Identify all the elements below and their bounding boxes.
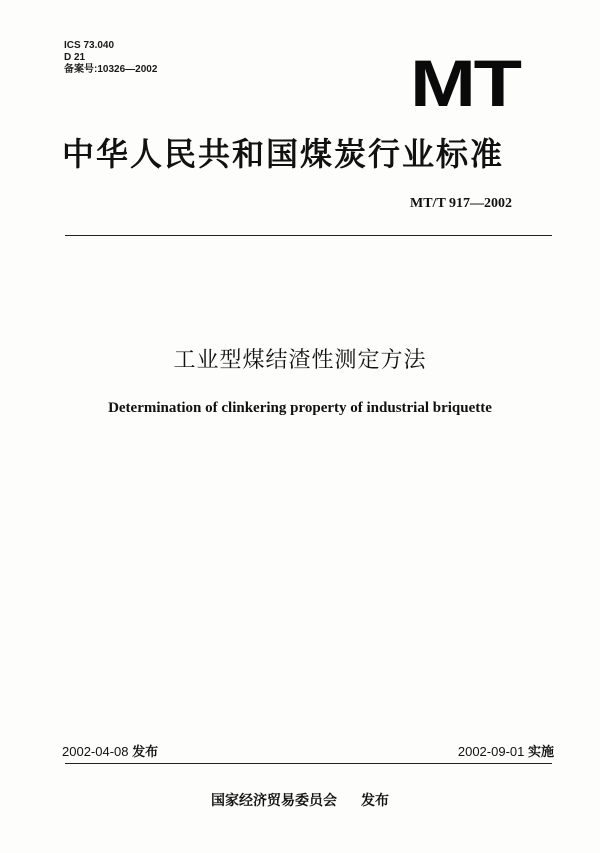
classification-block xyxy=(64,40,157,76)
issue-date-block xyxy=(62,741,158,760)
effective-date-block xyxy=(458,741,554,760)
standard-code: MT/T 917—2002 xyxy=(410,196,513,211)
standard-title: 中华人民共和国煤炭行业标准 xyxy=(62,135,505,173)
issue-date: 2002-04-08 xyxy=(62,744,129,759)
issuer-block xyxy=(0,790,600,810)
issuer-action: 发布 xyxy=(361,793,389,809)
effective-label: 实施 xyxy=(527,744,554,759)
effective-date: 2002-09-01 xyxy=(457,744,525,759)
issuer-name: 国家经济贸易委员会 xyxy=(211,793,337,809)
mt-logo: MT xyxy=(410,46,520,120)
ccs-code: D 21 xyxy=(64,52,86,63)
document-title-cn: 工业型煤结渣性测定方法 xyxy=(173,348,427,373)
ics-code: ICS 73.040 xyxy=(64,40,115,51)
record-number: 备案号:10326—2002 xyxy=(64,64,158,75)
issue-label: 发布 xyxy=(132,744,159,759)
footer-divider xyxy=(65,763,552,764)
header-divider xyxy=(65,235,552,236)
document-title-en: Determination of clinkering property of industrial briquette xyxy=(108,400,492,416)
